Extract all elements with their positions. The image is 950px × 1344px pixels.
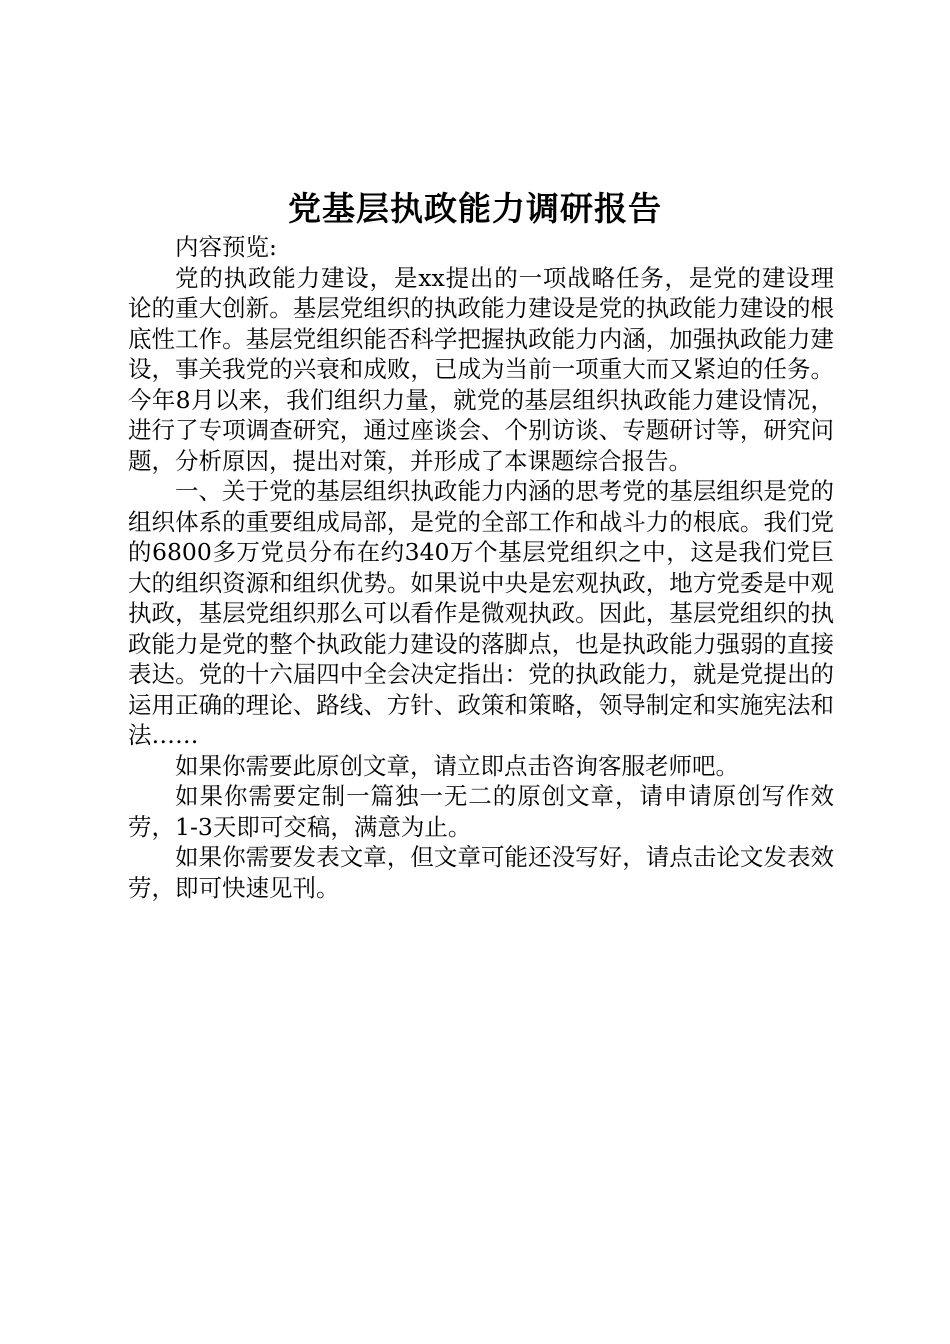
paragraph-custom-writing-link[interactable]: 如果你需要定制一篇独一无二的原创文章，请申请原创写作效劳，1-3天即可交稿，满意为止。 xyxy=(128,782,834,841)
paragraph-consult-link[interactable]: 如果你需要此原创文章，请立即点击咨询客服老师吧。 xyxy=(175,751,739,780)
document-title: 党基层执政能力调研报告 xyxy=(288,189,662,228)
paragraph-preview-label: 内容预览: xyxy=(175,233,277,261)
paragraph-publish-link[interactable]: 如果你需要发表文章，但文章可能还没写好，请点击论文发表效劳，即可快速见刊。 xyxy=(128,843,834,902)
paragraph-section-one: 一、关于党的基层组织执政能力内涵的思考党的基层组织是党的组织体系的重要组成局部，是党的全部工作和战斗力的根底。我们党的6800多万党员分布在约340万个基层党组织之中，这是我们党巨大的组织资源和组织优势。如果说中央是宏观执政，地方党委是中观执政，基层党组织那么可以看作是微观执政。因此，基层党组织的执政能力是党的整个执政能力建设的落脚点，也是执政能力强弱的直接表达。党的十六届四中全会决定指出：党的执政能力，就是党提出的运用正确的理论、路线、方针、政策和策略，领导制定和实施宪法和法…… xyxy=(128,477,834,749)
document-body xyxy=(128,232,834,903)
paragraph-intro: 党的执政能力建设，是xx提出的一项战略任务，是党的建设理论的重大创新。基层党组织的执政能力建设是党的执政能力建设的根底性工作。基层党组织能否科学把握执政能力内涵，加强执政能力建设，事关我党的兴衰和成败，已成为当前一项重大而又紧迫的任务。今年8月以来，我们组织力量，就党的基层组织执政能力建设情况，进行了专项调查研究，通过座谈会、个别访谈、专题研讨等，研究问题，分析原因，提出对策，并形成了本课题综合报告。 xyxy=(128,263,834,475)
